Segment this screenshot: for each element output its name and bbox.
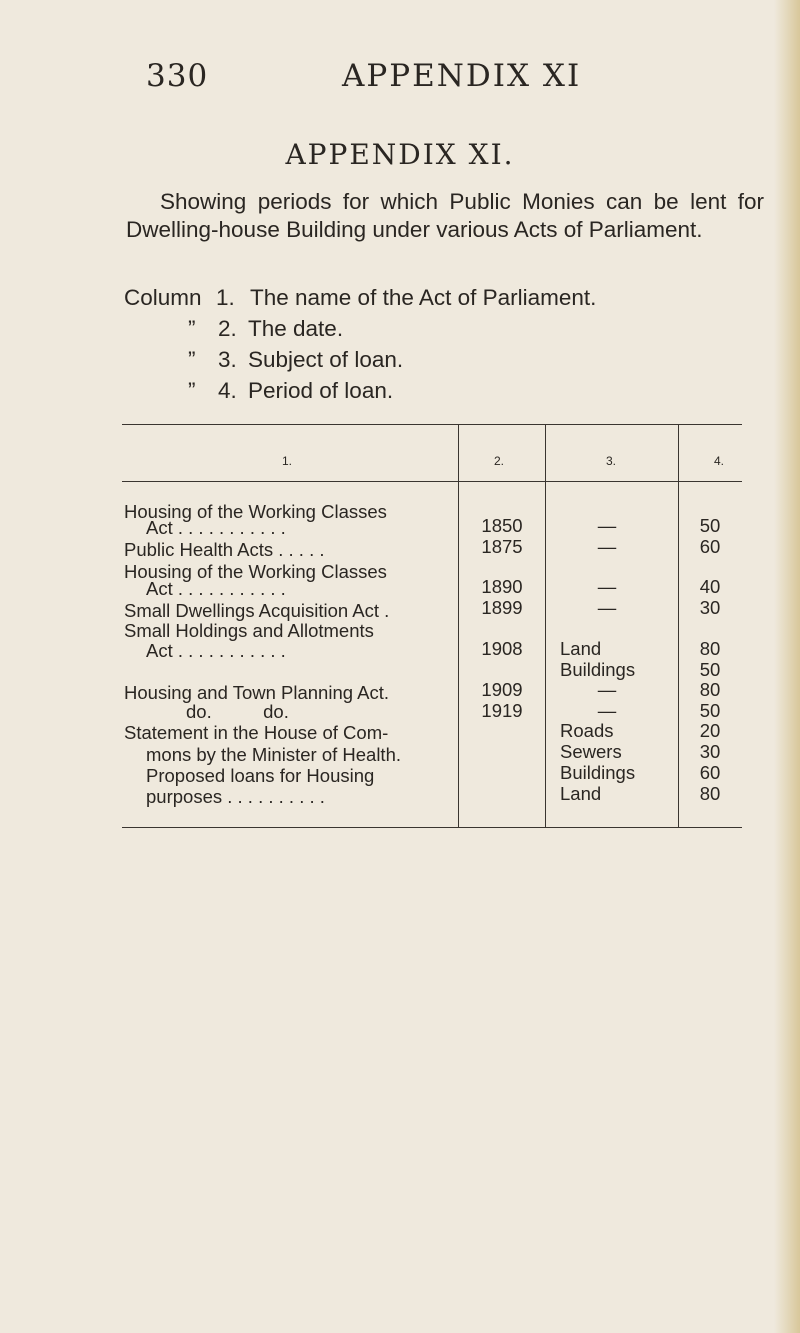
loan-subject: Buildings xyxy=(560,659,636,680)
act-name-line: Housing of the Working Classes xyxy=(124,501,387,522)
act-name-line: Small Holdings and Allotments xyxy=(124,620,374,641)
act-name-line: purposes . . . . . . . . . . xyxy=(146,786,325,807)
act-name-line: Housing and Town Planning Act. xyxy=(124,682,390,703)
act-name-line: Act . . . . . . . . . . . xyxy=(146,517,286,538)
column-header: 4. xyxy=(714,454,725,468)
loan-period: 20 xyxy=(699,720,721,741)
page-number: 330 xyxy=(146,58,209,94)
running-head-title: APPENDIX XI xyxy=(342,58,582,94)
legend-text: Subject of loan. xyxy=(248,347,404,372)
table-header-rule xyxy=(122,481,742,482)
act-name-line: Proposed loans for Housing xyxy=(146,765,375,786)
act-name-line: Small Dwellings Acquisition Act . xyxy=(124,600,390,621)
column-header: 2. xyxy=(494,454,505,468)
loan-subject: Roads xyxy=(560,720,614,741)
legend-ditto-mark: ” xyxy=(188,316,196,341)
loan-period: 50 xyxy=(699,515,721,536)
act-date: 1890 xyxy=(481,576,523,597)
act-date: 1908 xyxy=(481,638,523,659)
loan-period: 80 xyxy=(699,783,721,804)
loan-subject: — xyxy=(597,597,617,618)
act-name-line: Act . . . . . . . . . . . xyxy=(146,578,286,599)
legend-ditto-mark: ” xyxy=(188,378,196,403)
act-name-line: Housing of the Working Classes xyxy=(124,561,387,582)
act-date: 1919 xyxy=(481,700,523,721)
loan-period: 60 xyxy=(699,536,721,557)
column-header: 1. xyxy=(282,454,293,468)
act-name-line: Act . . . . . . . . . . . xyxy=(146,640,286,661)
loan-period: 50 xyxy=(699,700,721,721)
loan-subject: — xyxy=(597,576,617,597)
loan-subject: — xyxy=(597,700,617,721)
loan-subject: — xyxy=(597,679,617,700)
legend-ditto-mark: ” xyxy=(188,347,196,372)
legend-number: 3. xyxy=(218,347,237,372)
table-top-rule xyxy=(122,424,742,425)
act-name-line: mons by the Minister of Health. xyxy=(146,744,401,765)
legend-prefix: Column xyxy=(124,285,202,310)
loan-period: 30 xyxy=(699,597,721,618)
column-divider xyxy=(545,424,546,828)
act-date: 1875 xyxy=(481,536,523,557)
loan-period: 40 xyxy=(699,576,721,597)
legend-text: The date. xyxy=(248,316,344,341)
column-divider xyxy=(678,424,679,828)
appendix-title: APPENDIX XI. xyxy=(285,138,515,171)
table-bottom-rule xyxy=(122,827,742,828)
legend-number: 2. xyxy=(218,316,237,341)
act-name-line: Public Health Acts . . . . . xyxy=(124,539,325,560)
loan-subject: Buildings xyxy=(560,762,636,783)
act-date: 1899 xyxy=(481,597,523,618)
loan-subject: Sewers xyxy=(560,741,622,762)
loan-subject: — xyxy=(597,536,617,557)
column-header: 3. xyxy=(606,454,617,468)
intro-paragraph: Showing periods for which Public Monies can be lent for Dwelling-house Building under various Acts of Parliament. xyxy=(126,189,764,242)
legend-text: The name of the Act of Parliament. xyxy=(250,285,597,310)
loan-period: 80 xyxy=(699,679,721,700)
loan-period: 60 xyxy=(699,762,721,783)
legend-number: 4. xyxy=(218,378,237,403)
legend-text: Period of loan. xyxy=(248,378,394,403)
loan-period: 80 xyxy=(699,638,721,659)
act-date: 1850 xyxy=(481,515,523,536)
legend-number: 1. xyxy=(216,285,235,310)
loan-period: 50 xyxy=(699,659,721,680)
loan-period: 30 xyxy=(699,741,721,762)
loan-subject: Land xyxy=(560,783,602,804)
act-name-line: do. do. xyxy=(186,701,289,722)
act-name-line: Statement in the House of Com- xyxy=(124,722,389,743)
act-date: 1909 xyxy=(481,679,523,700)
column-divider xyxy=(458,424,459,828)
loan-subject: — xyxy=(597,515,617,536)
loan-subject: Land xyxy=(560,638,602,659)
